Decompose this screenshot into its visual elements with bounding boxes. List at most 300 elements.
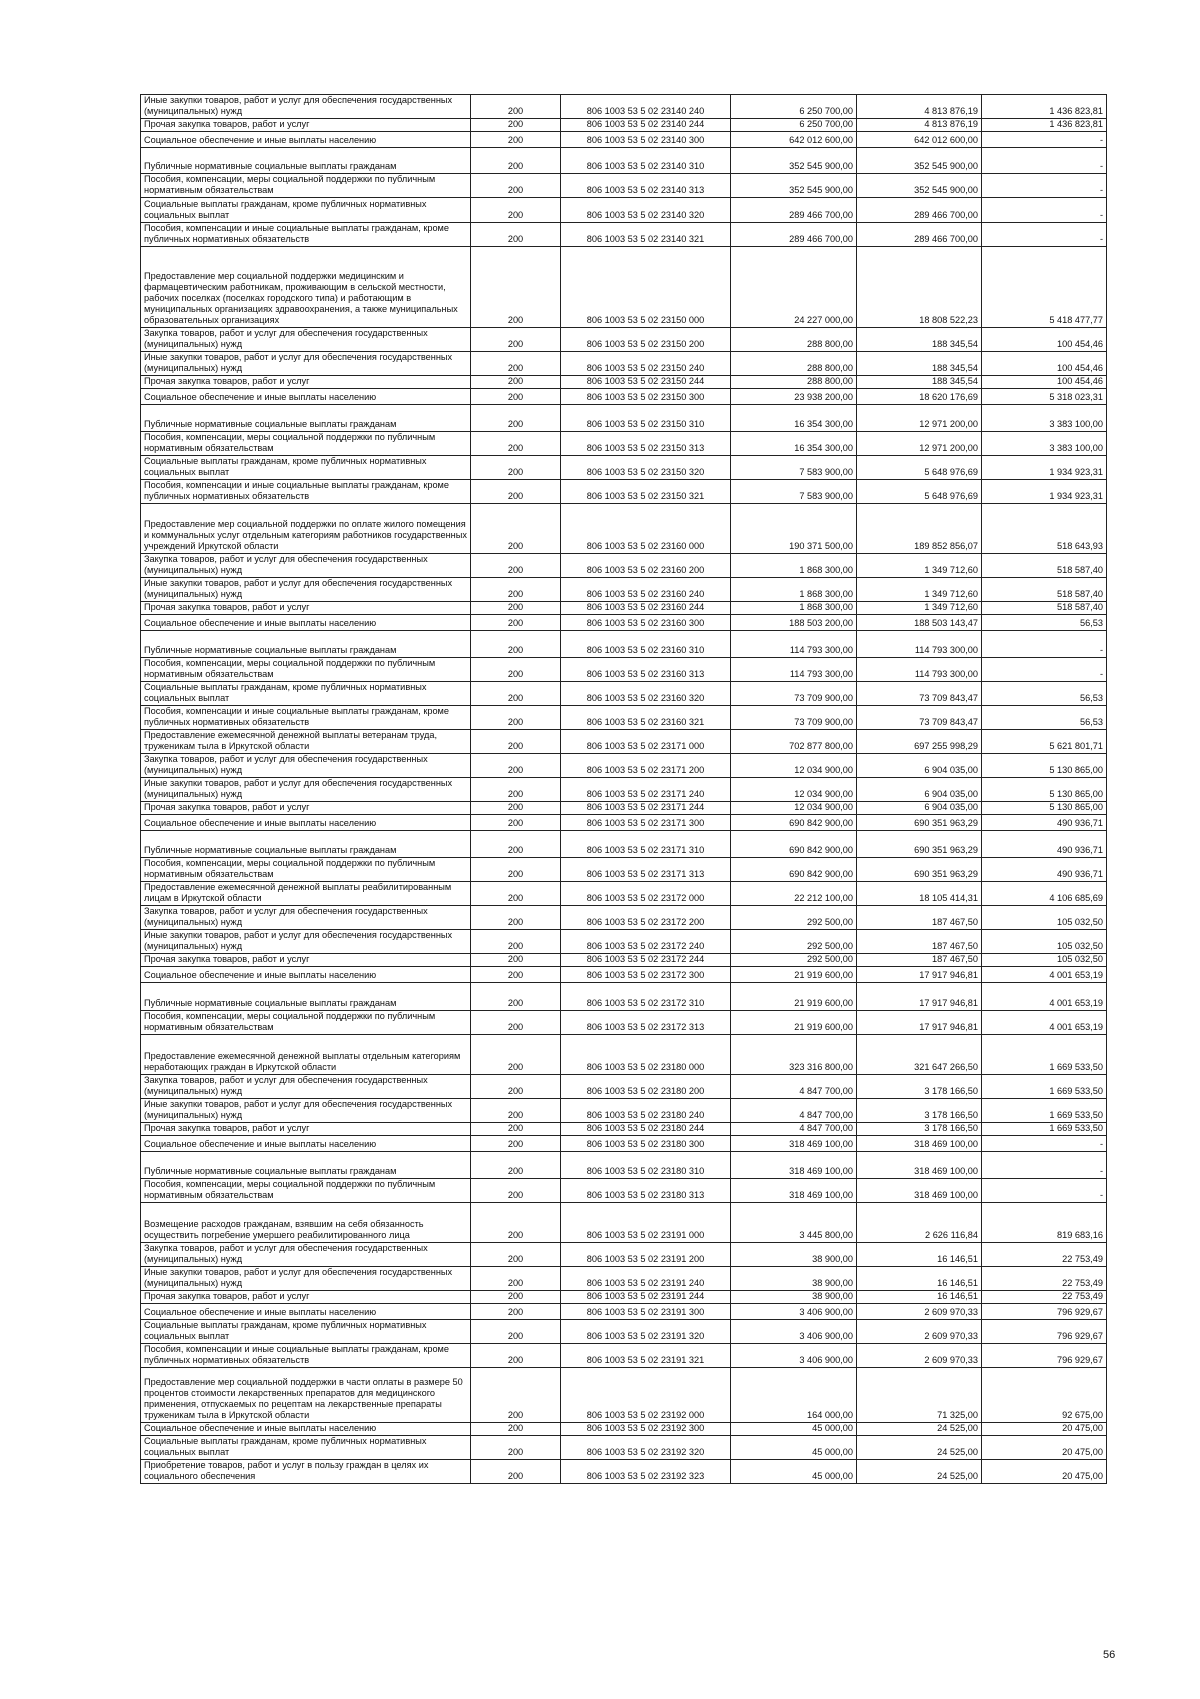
row-code: 200 xyxy=(471,1460,561,1484)
row-code: 200 xyxy=(471,1179,561,1203)
row-budget-code: 806 1003 53 5 02 23180 244 xyxy=(561,1123,731,1136)
budget-execution-table xyxy=(140,94,1107,1484)
row-executed: 16 146,51 xyxy=(857,1243,982,1267)
row-approved: 21 919 600,00 xyxy=(731,967,857,983)
row-code: 200 xyxy=(471,1123,561,1136)
table-row xyxy=(141,504,1107,554)
row-code: 200 xyxy=(471,578,561,602)
row-code: 200 xyxy=(471,682,561,706)
row-code: 200 xyxy=(471,95,561,119)
row-budget-code: 806 1003 53 5 02 23160 310 xyxy=(561,631,731,658)
row-code: 200 xyxy=(471,1368,561,1423)
row-name: Пособия, компенсации, меры социальной поддержки по публичным нормативным обязательствам xyxy=(141,658,471,682)
row-name: Закупка товаров, работ и услуг для обеспечения государственных (муниципальных) нужд xyxy=(141,1243,471,1267)
row-executed: 17 917 946,81 xyxy=(857,967,982,983)
row-name: Публичные нормативные социальные выплаты гражданам xyxy=(141,148,471,174)
row-code: 200 xyxy=(471,480,561,504)
table-row xyxy=(141,456,1107,480)
row-executed: 3 178 166,50 xyxy=(857,1099,982,1123)
row-name: Пособия, компенсации, меры социальной поддержки по публичным нормативным обязательствам xyxy=(141,1179,471,1203)
table-body xyxy=(141,95,1107,1484)
row-budget-code: 806 1003 53 5 02 23180 310 xyxy=(561,1152,731,1179)
table-row xyxy=(141,1152,1107,1179)
row-approved: 318 469 100,00 xyxy=(731,1152,857,1179)
row-approved: 114 793 300,00 xyxy=(731,631,857,658)
row-executed: 114 793 300,00 xyxy=(857,631,982,658)
row-approved: 3 406 900,00 xyxy=(731,1304,857,1320)
row-executed: 6 904 035,00 xyxy=(857,754,982,778)
table-row xyxy=(141,223,1107,247)
row-executed: 352 545 900,00 xyxy=(857,148,982,174)
row-executed: 318 469 100,00 xyxy=(857,1152,982,1179)
table-row xyxy=(141,1344,1107,1368)
table-row xyxy=(141,602,1107,615)
row-code: 200 xyxy=(471,882,561,906)
row-budget-code: 806 1003 53 5 02 23150 200 xyxy=(561,328,731,352)
row-budget-code: 806 1003 53 5 02 23191 321 xyxy=(561,1344,731,1368)
row-approved: 292 500,00 xyxy=(731,930,857,954)
row-executed: 114 793 300,00 xyxy=(857,658,982,682)
table-row xyxy=(141,615,1107,631)
table-row xyxy=(141,1099,1107,1123)
table-row xyxy=(141,1460,1107,1484)
row-code: 200 xyxy=(471,328,561,352)
row-approved: 702 877 800,00 xyxy=(731,730,857,754)
row-code: 200 xyxy=(471,405,561,432)
table-row xyxy=(141,1179,1107,1203)
row-budget-code: 806 1003 53 5 02 23172 313 xyxy=(561,1011,731,1035)
table-row xyxy=(141,954,1107,967)
row-approved: 7 583 900,00 xyxy=(731,480,857,504)
row-executed: 642 012 600,00 xyxy=(857,132,982,148)
row-code: 200 xyxy=(471,352,561,376)
row-budget-code: 806 1003 53 5 02 23160 200 xyxy=(561,554,731,578)
row-code: 200 xyxy=(471,376,561,389)
row-unexecuted: 490 936,71 xyxy=(982,831,1107,858)
row-executed: 187 467,50 xyxy=(857,954,982,967)
row-name: Иные закупки товаров, работ и услуг для обеспечения государственных (муниципальных) нужд xyxy=(141,778,471,802)
row-approved: 190 371 500,00 xyxy=(731,504,857,554)
row-code: 200 xyxy=(471,631,561,658)
row-executed: 18 808 522,23 xyxy=(857,247,982,328)
row-name: Прочая закупка товаров, работ и услуг xyxy=(141,602,471,615)
row-budget-code: 806 1003 53 5 02 23180 240 xyxy=(561,1099,731,1123)
row-code: 200 xyxy=(471,247,561,328)
row-unexecuted: 490 936,71 xyxy=(982,858,1107,882)
row-approved: 12 034 900,00 xyxy=(731,754,857,778)
row-name: Социальное обеспечение и иные выплаты населению xyxy=(141,1304,471,1320)
row-unexecuted: 518 643,93 xyxy=(982,504,1107,554)
row-approved: 690 842 900,00 xyxy=(731,858,857,882)
table-row xyxy=(141,1203,1107,1243)
row-approved: 690 842 900,00 xyxy=(731,831,857,858)
table-row xyxy=(141,132,1107,148)
row-budget-code: 806 1003 53 5 02 23171 313 xyxy=(561,858,731,882)
row-name: Социальное обеспечение и иные выплаты населению xyxy=(141,132,471,148)
row-code: 200 xyxy=(471,778,561,802)
row-approved: 288 800,00 xyxy=(731,376,857,389)
table-row xyxy=(141,754,1107,778)
row-executed: 16 146,51 xyxy=(857,1291,982,1304)
table-row xyxy=(141,658,1107,682)
row-budget-code: 806 1003 53 5 02 23172 310 xyxy=(561,983,731,1011)
row-approved: 292 500,00 xyxy=(731,954,857,967)
row-budget-code: 806 1003 53 5 02 23140 244 xyxy=(561,119,731,132)
row-approved: 24 227 000,00 xyxy=(731,247,857,328)
row-budget-code: 806 1003 53 5 02 23191 000 xyxy=(561,1203,731,1243)
row-executed: 187 467,50 xyxy=(857,906,982,930)
row-unexecuted: 100 454,46 xyxy=(982,376,1107,389)
row-budget-code: 806 1003 53 5 02 23140 240 xyxy=(561,95,731,119)
row-unexecuted: 100 454,46 xyxy=(982,352,1107,376)
row-budget-code: 806 1003 53 5 02 23150 321 xyxy=(561,480,731,504)
table-row xyxy=(141,730,1107,754)
row-code: 200 xyxy=(471,706,561,730)
row-name: Закупка товаров, работ и услуг для обеспечения государственных (муниципальных) нужд xyxy=(141,554,471,578)
table-row xyxy=(141,778,1107,802)
row-code: 200 xyxy=(471,1011,561,1035)
table-row xyxy=(141,1136,1107,1152)
row-code: 200 xyxy=(471,730,561,754)
row-name: Предоставление мер социальной поддержки медицинским и фармацевтическим работникам, проживающим в сельской местности, рабочих поселках (поселках городского типа) и работающим в муниципальных организациях здравоохранения, а также муниципальных образовательных организациях xyxy=(141,247,471,328)
row-name: Публичные нормативные социальные выплаты гражданам xyxy=(141,1152,471,1179)
row-unexecuted: - xyxy=(982,1179,1107,1203)
row-approved: 3 406 900,00 xyxy=(731,1344,857,1368)
row-unexecuted: 105 032,50 xyxy=(982,930,1107,954)
row-code: 200 xyxy=(471,1075,561,1099)
row-name: Социальные выплаты гражданам, кроме публичных нормативных социальных выплат xyxy=(141,198,471,223)
row-name: Закупка товаров, работ и услуг для обеспечения государственных (муниципальных) нужд xyxy=(141,328,471,352)
table-row xyxy=(141,376,1107,389)
row-name: Пособия, компенсации, меры социальной поддержки по публичным нормативным обязательствам xyxy=(141,1011,471,1035)
row-approved: 45 000,00 xyxy=(731,1436,857,1460)
row-budget-code: 806 1003 53 5 02 23172 200 xyxy=(561,906,731,930)
row-executed: 352 545 900,00 xyxy=(857,174,982,198)
row-approved: 45 000,00 xyxy=(731,1460,857,1484)
row-budget-code: 806 1003 53 5 02 23160 300 xyxy=(561,615,731,631)
row-approved: 12 034 900,00 xyxy=(731,802,857,815)
row-executed: 3 178 166,50 xyxy=(857,1075,982,1099)
row-name: Иные закупки товаров, работ и услуг для обеспечения государственных (муниципальных) нужд xyxy=(141,352,471,376)
row-budget-code: 806 1003 53 5 02 23180 200 xyxy=(561,1075,731,1099)
row-code: 200 xyxy=(471,174,561,198)
row-approved: 292 500,00 xyxy=(731,906,857,930)
row-code: 200 xyxy=(471,132,561,148)
row-unexecuted: 3 383 100,00 xyxy=(982,432,1107,456)
row-executed: 18 105 414,31 xyxy=(857,882,982,906)
row-budget-code: 806 1003 53 5 02 23171 200 xyxy=(561,754,731,778)
row-executed: 5 648 976,69 xyxy=(857,456,982,480)
row-executed: 289 466 700,00 xyxy=(857,198,982,223)
row-executed: 690 351 963,29 xyxy=(857,831,982,858)
row-approved: 352 545 900,00 xyxy=(731,174,857,198)
row-name: Иные закупки товаров, работ и услуг для обеспечения государственных (муниципальных) нужд xyxy=(141,578,471,602)
row-name: Пособия, компенсации, меры социальной поддержки по публичным нормативным обязательствам xyxy=(141,858,471,882)
row-budget-code: 806 1003 53 5 02 23140 300 xyxy=(561,132,731,148)
row-approved: 1 868 300,00 xyxy=(731,578,857,602)
table-row xyxy=(141,480,1107,504)
row-name: Социальное обеспечение и иные выплаты населению xyxy=(141,1136,471,1152)
row-budget-code: 806 1003 53 5 02 23150 313 xyxy=(561,432,731,456)
row-name: Иные закупки товаров, работ и услуг для обеспечения государственных (муниципальных) нужд xyxy=(141,95,471,119)
row-budget-code: 806 1003 53 5 02 23192 300 xyxy=(561,1423,731,1436)
row-name: Социальные выплаты гражданам, кроме публичных нормативных социальных выплат xyxy=(141,682,471,706)
row-code: 200 xyxy=(471,1203,561,1243)
row-name: Социальные выплаты гражданам, кроме публичных нормативных социальных выплат xyxy=(141,1320,471,1344)
table-row xyxy=(141,1075,1107,1099)
row-budget-code: 806 1003 53 5 02 23172 240 xyxy=(561,930,731,954)
row-name: Предоставление мер социальной поддержки в части оплаты в размере 50 процентов стоимости лекарственных препаратов для медицинского применения, отпускаемых по рецептам на лекарственные препараты труженикам тыла в Иркутской области xyxy=(141,1368,471,1423)
table-row xyxy=(141,930,1107,954)
row-code: 200 xyxy=(471,615,561,631)
row-executed: 71 325,00 xyxy=(857,1368,982,1423)
row-unexecuted: 5 130 865,00 xyxy=(982,802,1107,815)
row-code: 200 xyxy=(471,658,561,682)
row-unexecuted: 92 675,00 xyxy=(982,1368,1107,1423)
row-name: Социальные выплаты гражданам, кроме публичных нормативных социальных выплат xyxy=(141,456,471,480)
row-name: Иные закупки товаров, работ и услуг для обеспечения государственных (муниципальных) нужд xyxy=(141,1267,471,1291)
row-approved: 164 000,00 xyxy=(731,1368,857,1423)
row-unexecuted: 5 621 801,71 xyxy=(982,730,1107,754)
row-unexecuted: 819 683,16 xyxy=(982,1203,1107,1243)
row-approved: 45 000,00 xyxy=(731,1423,857,1436)
row-unexecuted: 100 454,46 xyxy=(982,328,1107,352)
row-executed: 187 467,50 xyxy=(857,930,982,954)
row-name: Закупка товаров, работ и услуг для обеспечения государственных (муниципальных) нужд xyxy=(141,754,471,778)
row-approved: 73 709 900,00 xyxy=(731,682,857,706)
row-unexecuted: 796 929,67 xyxy=(982,1344,1107,1368)
row-name: Предоставление ежемесячной денежной выплаты ветеранам труда, труженикам тыла в Иркутской области xyxy=(141,730,471,754)
row-executed: 73 709 843,47 xyxy=(857,682,982,706)
row-approved: 38 900,00 xyxy=(731,1267,857,1291)
row-executed: 5 648 976,69 xyxy=(857,480,982,504)
row-code: 200 xyxy=(471,1291,561,1304)
row-unexecuted: 1 934 923,31 xyxy=(982,480,1107,504)
row-budget-code: 806 1003 53 5 02 23150 000 xyxy=(561,247,731,328)
row-approved: 22 212 100,00 xyxy=(731,882,857,906)
row-name: Иные закупки товаров, работ и услуг для обеспечения государственных (муниципальных) нужд xyxy=(141,1099,471,1123)
row-executed: 2 626 116,84 xyxy=(857,1203,982,1243)
row-executed: 18 620 176,69 xyxy=(857,389,982,405)
row-unexecuted: 490 936,71 xyxy=(982,815,1107,831)
row-approved: 289 466 700,00 xyxy=(731,198,857,223)
row-unexecuted: 1 669 533,50 xyxy=(982,1075,1107,1099)
row-unexecuted: 4 106 685,69 xyxy=(982,882,1107,906)
row-executed: 188 345,54 xyxy=(857,376,982,389)
row-unexecuted: 22 753,49 xyxy=(982,1243,1107,1267)
table-row xyxy=(141,174,1107,198)
row-name: Пособия, компенсации и иные социальные выплаты гражданам, кроме публичных нормативных обязательств xyxy=(141,706,471,730)
row-name: Публичные нормативные социальные выплаты гражданам xyxy=(141,831,471,858)
row-budget-code: 806 1003 53 5 02 23160 000 xyxy=(561,504,731,554)
row-code: 200 xyxy=(471,148,561,174)
row-executed: 690 351 963,29 xyxy=(857,858,982,882)
row-approved: 352 545 900,00 xyxy=(731,148,857,174)
page-number: 56 xyxy=(1103,1649,1116,1661)
table-row xyxy=(141,578,1107,602)
row-approved: 3 406 900,00 xyxy=(731,1320,857,1344)
row-unexecuted: 1 934 923,31 xyxy=(982,456,1107,480)
row-unexecuted: 796 929,67 xyxy=(982,1320,1107,1344)
row-budget-code: 806 1003 53 5 02 23180 000 xyxy=(561,1035,731,1075)
row-executed: 17 917 946,81 xyxy=(857,983,982,1011)
table-row xyxy=(141,119,1107,132)
row-code: 200 xyxy=(471,983,561,1011)
table-row xyxy=(141,405,1107,432)
row-approved: 7 583 900,00 xyxy=(731,456,857,480)
table-row xyxy=(141,1368,1107,1423)
row-approved: 188 503 200,00 xyxy=(731,615,857,631)
table-row xyxy=(141,247,1107,328)
row-budget-code: 806 1003 53 5 02 23171 240 xyxy=(561,778,731,802)
row-code: 200 xyxy=(471,602,561,615)
row-executed: 12 971 200,00 xyxy=(857,432,982,456)
row-unexecuted: - xyxy=(982,1136,1107,1152)
row-budget-code: 806 1003 53 5 02 23160 244 xyxy=(561,602,731,615)
row-executed: 4 813 876,19 xyxy=(857,119,982,132)
row-unexecuted: 1 436 823,81 xyxy=(982,119,1107,132)
table-row xyxy=(141,815,1107,831)
row-unexecuted: - xyxy=(982,1152,1107,1179)
row-code: 200 xyxy=(471,1320,561,1344)
row-unexecuted: - xyxy=(982,223,1107,247)
row-code: 200 xyxy=(471,802,561,815)
row-approved: 1 868 300,00 xyxy=(731,602,857,615)
row-executed: 188 345,54 xyxy=(857,328,982,352)
row-code: 200 xyxy=(471,954,561,967)
table-row xyxy=(141,882,1107,906)
row-budget-code: 806 1003 53 5 02 23171 300 xyxy=(561,815,731,831)
row-budget-code: 806 1003 53 5 02 23150 310 xyxy=(561,405,731,432)
table-row xyxy=(141,1267,1107,1291)
row-budget-code: 806 1003 53 5 02 23150 320 xyxy=(561,456,731,480)
table-row xyxy=(141,858,1107,882)
row-name: Предоставление ежемесячной денежной выплаты реабилитированным лицам в Иркутской области xyxy=(141,882,471,906)
table-row xyxy=(141,1035,1107,1075)
row-unexecuted: 796 929,67 xyxy=(982,1304,1107,1320)
row-approved: 16 354 300,00 xyxy=(731,432,857,456)
row-approved: 21 919 600,00 xyxy=(731,1011,857,1035)
table-row xyxy=(141,1436,1107,1460)
row-executed: 2 609 970,33 xyxy=(857,1320,982,1344)
row-unexecuted: 4 001 653,19 xyxy=(982,983,1107,1011)
row-code: 200 xyxy=(471,754,561,778)
row-budget-code: 806 1003 53 5 02 23140 313 xyxy=(561,174,731,198)
row-approved: 12 034 900,00 xyxy=(731,778,857,802)
row-name: Публичные нормативные социальные выплаты гражданам xyxy=(141,983,471,1011)
row-approved: 318 469 100,00 xyxy=(731,1136,857,1152)
row-budget-code: 806 1003 53 5 02 23172 300 xyxy=(561,967,731,983)
row-executed: 318 469 100,00 xyxy=(857,1136,982,1152)
row-budget-code: 806 1003 53 5 02 23160 313 xyxy=(561,658,731,682)
row-approved: 642 012 600,00 xyxy=(731,132,857,148)
row-executed: 24 525,00 xyxy=(857,1460,982,1484)
row-unexecuted: 518 587,40 xyxy=(982,578,1107,602)
table-row xyxy=(141,389,1107,405)
row-executed: 73 709 843,47 xyxy=(857,706,982,730)
row-budget-code: 806 1003 53 5 02 23140 320 xyxy=(561,198,731,223)
row-name: Закупка товаров, работ и услуг для обеспечения государственных (муниципальных) нужд xyxy=(141,1075,471,1099)
row-approved: 3 445 800,00 xyxy=(731,1203,857,1243)
row-executed: 289 466 700,00 xyxy=(857,223,982,247)
row-executed: 188 503 143,47 xyxy=(857,615,982,631)
row-name: Прочая закупка товаров, работ и услуг xyxy=(141,1123,471,1136)
row-unexecuted: 20 475,00 xyxy=(982,1460,1107,1484)
row-name: Прочая закупка товаров, работ и услуг xyxy=(141,802,471,815)
row-executed: 16 146,51 xyxy=(857,1267,982,1291)
row-budget-code: 806 1003 53 5 02 23150 240 xyxy=(561,352,731,376)
row-executed: 321 647 266,50 xyxy=(857,1035,982,1075)
row-code: 200 xyxy=(471,198,561,223)
row-code: 200 xyxy=(471,119,561,132)
row-unexecuted: 1 669 533,50 xyxy=(982,1123,1107,1136)
row-executed: 2 609 970,33 xyxy=(857,1344,982,1368)
row-code: 200 xyxy=(471,554,561,578)
row-unexecuted: 5 130 865,00 xyxy=(982,778,1107,802)
table-row xyxy=(141,1423,1107,1436)
row-name: Пособия, компенсации, меры социальной поддержки по публичным нормативным обязательствам xyxy=(141,174,471,198)
row-budget-code: 806 1003 53 5 02 23191 300 xyxy=(561,1304,731,1320)
row-unexecuted: 5 318 023,31 xyxy=(982,389,1107,405)
table-row xyxy=(141,1304,1107,1320)
row-code: 200 xyxy=(471,1099,561,1123)
row-budget-code: 806 1003 53 5 02 23171 244 xyxy=(561,802,731,815)
row-code: 200 xyxy=(471,906,561,930)
row-approved: 38 900,00 xyxy=(731,1243,857,1267)
row-unexecuted: 22 753,49 xyxy=(982,1291,1107,1304)
row-budget-code: 806 1003 53 5 02 23171 000 xyxy=(561,730,731,754)
table-row xyxy=(141,802,1107,815)
row-executed: 318 469 100,00 xyxy=(857,1179,982,1203)
table-row xyxy=(141,1011,1107,1035)
table-row xyxy=(141,631,1107,658)
row-name: Пособия, компенсации и иные социальные выплаты гражданам, кроме публичных нормативных обязательств xyxy=(141,1344,471,1368)
row-budget-code: 806 1003 53 5 02 23191 200 xyxy=(561,1243,731,1267)
row-unexecuted: - xyxy=(982,132,1107,148)
table-row xyxy=(141,328,1107,352)
row-name: Приобретение товаров, работ и услуг в пользу граждан в целях их социального обеспечения xyxy=(141,1460,471,1484)
row-code: 200 xyxy=(471,930,561,954)
row-name: Возмещение расходов гражданам, взявшим на себя обязанность осуществить погребение умершего реабилитированного лица xyxy=(141,1203,471,1243)
row-code: 200 xyxy=(471,223,561,247)
table-row xyxy=(141,1123,1107,1136)
row-executed: 17 917 946,81 xyxy=(857,1011,982,1035)
row-name: Публичные нормативные социальные выплаты гражданам xyxy=(141,631,471,658)
table-row xyxy=(141,148,1107,174)
row-name: Публичные нормативные социальные выплаты гражданам xyxy=(141,405,471,432)
row-budget-code: 806 1003 53 5 02 23192 320 xyxy=(561,1436,731,1460)
row-unexecuted: 105 032,50 xyxy=(982,954,1107,967)
row-code: 200 xyxy=(471,1267,561,1291)
table-row xyxy=(141,1320,1107,1344)
row-code: 200 xyxy=(471,1152,561,1179)
row-name: Пособия, компенсации, меры социальной поддержки по публичным нормативным обязательствам xyxy=(141,432,471,456)
row-budget-code: 806 1003 53 5 02 23191 240 xyxy=(561,1267,731,1291)
row-executed: 189 852 856,07 xyxy=(857,504,982,554)
table-row xyxy=(141,682,1107,706)
row-executed: 12 971 200,00 xyxy=(857,405,982,432)
row-executed: 24 525,00 xyxy=(857,1436,982,1460)
row-executed: 1 349 712,60 xyxy=(857,602,982,615)
table-row xyxy=(141,906,1107,930)
row-unexecuted: - xyxy=(982,198,1107,223)
row-code: 200 xyxy=(471,1423,561,1436)
row-executed: 4 813 876,19 xyxy=(857,95,982,119)
row-code: 200 xyxy=(471,1436,561,1460)
row-name: Социальное обеспечение и иные выплаты населению xyxy=(141,615,471,631)
row-unexecuted: 56,53 xyxy=(982,682,1107,706)
row-approved: 4 847 700,00 xyxy=(731,1075,857,1099)
